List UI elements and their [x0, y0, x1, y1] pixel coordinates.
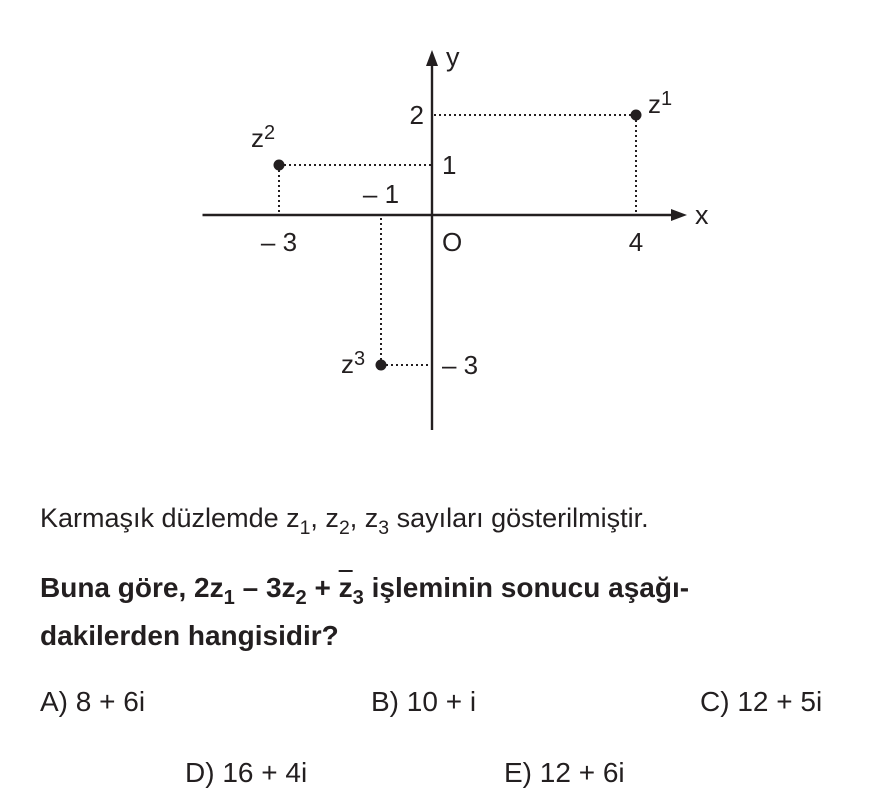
option-e[interactable]: E) 12 + 6i [504, 757, 625, 788]
question-statement: Karmaşık düzlemde $z_1$, $z_2$, $z_3$ sayıları gösterilmiştir. [40, 503, 649, 539]
y-axis-label: y [446, 42, 460, 72]
x-tick-label: – 3 [260, 227, 298, 257]
y-tick-label: 2 [409, 100, 424, 130]
x-axis-label: x [695, 200, 709, 230]
y-axis-arrow [426, 50, 438, 66]
option-b[interactable]: B) 10 + i [371, 686, 477, 717]
question-prompt [40, 564, 689, 660]
point-label-z2: $z^2$ [251, 122, 276, 153]
x-axis-arrow [671, 209, 687, 221]
conjugate-z: $\overline{z}$ [338, 572, 353, 603]
option-d[interactable]: D) 16 + 4i [185, 757, 308, 788]
point-label-z3: $z^3$ [341, 348, 366, 379]
point-label-subscript: 1 [661, 88, 673, 110]
x-tick-label: 4 [628, 227, 644, 257]
x-tick-label: – 1 [362, 179, 400, 209]
point-label-subscript: 2 [264, 122, 276, 144]
point-label-z1: $z^1$ [648, 88, 673, 119]
y-tick-label: 1 [442, 150, 457, 180]
point-z3 [376, 360, 387, 371]
y-tick-label: – 3 [442, 350, 479, 380]
option-c[interactable]: C) 12 + 5i [700, 686, 823, 717]
origin-label: O [442, 227, 463, 257]
point-z1 [631, 110, 642, 121]
question-prompt-line1: Buna göre, $2z_1 - 3z_2 + \overline{z}_3$ işleminin sonucu aşağı- [40, 572, 690, 610]
option-a[interactable]: A) 8 + 6i [40, 686, 146, 717]
question-prompt-line2: dakilerden hangisidir? [40, 620, 339, 651]
point-label-subscript: 3 [354, 348, 366, 370]
point-z2 [274, 160, 285, 171]
